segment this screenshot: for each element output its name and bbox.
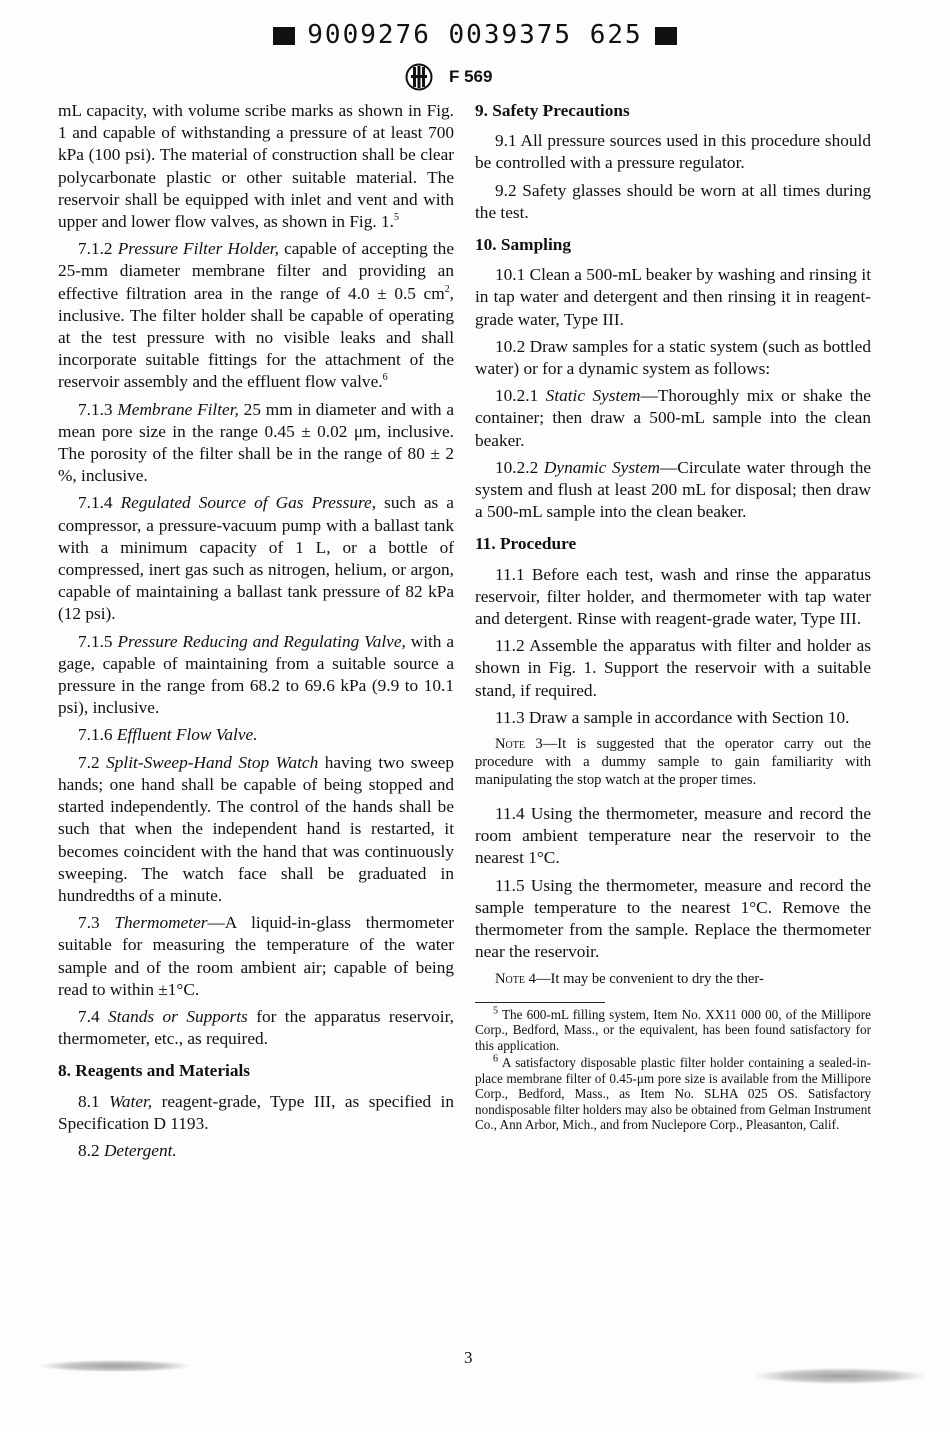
heading-section-10: 10. Sampling — [475, 235, 572, 255]
note-3: Note 3—It is suggested that the operator carry out the procedure with a dummy sample to gain familiarity with manipulating the stop watch at the proper times. — [475, 736, 871, 789]
section-10-1: 10.1 Clean a 500-mL beaker by washing and rinsing it in tap water and detergent and then rinsing it in reagent-grade water, Type III. — [475, 265, 871, 329]
right-column — [475, 100, 871, 1135]
section-10-2-2: 10.2.2 Dynamic System—Circulate water through the system and flush at least 200 mL for disposal; then draw a 500-mL sample into the clean beaker. — [475, 457, 872, 522]
astm-logo-icon — [405, 62, 433, 92]
section-10-2-1: 10.2.1 Static System—Thoroughly mix or shake the container; then draw a 500-mL sample into the clean beaker. — [475, 386, 871, 450]
section-7-1-5: 7.1.5 Pressure Reducing and Regulating Valve, with a gage, capable of maintaining from a suitable source a pressure in the range from 68.2 to 69.6 kPa (9.9 to 10.1 psi), inclusive. — [58, 631, 454, 718]
section-8-2: 8.2 Detergent. — [78, 1140, 177, 1160]
section-7-1-3: 7.1.3 Membrane Filter, 25 mm in diameter and with a mean pore size in the range 0.45 ± 0.02 μm, inclusive. The porosity of the filter shall be in the range of 80 ± 2 %, inclusive. — [58, 399, 454, 486]
scan-smudge-left — [40, 1360, 190, 1372]
section-11-4: 11.4 Using the thermometer, measure and record the room ambient temperature near the reservoir to the nearest 1°C. — [475, 804, 871, 868]
document-designation — [405, 62, 492, 92]
footnote-ref-6: 6 — [382, 372, 388, 384]
header-barcode — [0, 20, 950, 50]
section-7-1-2: 7.1.2 Pressure Filter Holder, capable of accepting the 25-mm diameter membrane filter and providing an effective filtration area in the range of 4.0 ± 0.5 $cm^2$, inclusive. The filter holder shall be capable of operating at the test pressure with no visible leaks and shall incorporate suitable fittings for the attachment of the reservoir assembly and the effluent flow valve.$^6$ — [58, 239, 454, 392]
section-11-1: 11.1 Before each test, wash and rinse the apparatus reservoir, filter holder, and thermometer with tap water and detergent. Rinse with reagent-grade water, Type III. — [475, 564, 871, 629]
heading-section-9: 9. Safety Precautions — [475, 101, 630, 120]
section-10-2: 10.2 Draw samples for a static system (such as bottled water) or for a dynamic system as follows: — [475, 336, 871, 379]
section-7-2: 7.2 Split-Sweep-Hand Stop Watch having two sweep hands; one hand shall be capable of being stopped and started independently. The control of the hands shall be such that when the independent hand is restarted, it becomes coincident with the hand that was continuously sweeping. The watch face shall be graduated in hundredths of a minute. — [58, 752, 454, 905]
left-column — [58, 100, 454, 1167]
section-8-1: 8.1 Water, reagent-grade, Type III, as specified in Specification D 1193. — [58, 1091, 454, 1133]
heading-section-8: 8. Reagents and Materials — [58, 1061, 250, 1081]
section-7-4: 7.4 Stands or Supports for the apparatus reservoir, thermometer, etc., as required. — [58, 1006, 454, 1049]
barcode-right-block — [655, 27, 677, 45]
section-7-1-4: 7.1.4 Regulated Source of Gas Pressure, such as a compressor, a pressure-vacuum pump with a ballast tank with a minimum capacity of 1 L, or a bottle of compressed, inert gas such as nitrogen, helium, or argon, capable of maintaining a ballast tank pressure of 82 kPa (12 psi). — [58, 493, 454, 624]
section-11-2: 11.2 Assemble the apparatus with filter and holder as shown in Fig. 1. Support the reservoir with a suitable stand, if required. — [475, 636, 871, 700]
note-4: Note 4—It may be convenient to dry the ther- — [495, 970, 764, 987]
section-9-1: 9.1 All pressure sources used in this procedure should be controlled with a pressure regulator. — [475, 131, 871, 173]
section-7-3: 7.3 Thermometer—A liquid-in-glass thermometer suitable for measuring the temperature of the water sample and of the room ambient air; capable of being read to within ±1°C. — [58, 913, 454, 999]
section-7-1-6: 7.1.6 Effluent Flow Valve. — [78, 725, 258, 745]
footnote-6: $^6$ A satisfactory disposable plastic filter holder containing a sealed-in-place membrane filter of 0.45-μm pore size is available from the Millipore Corp., Bedford, Mass., as Item No. SLHA 025 OS. Satisfactory nondisposable filter holders may also be obtained from Gelman Instrument Co., Ann Arbor, Mich., and from Nuclepore Corp., Pleasanton, Calif. — [475, 1053, 871, 1132]
section-11-3: 11.3 Draw a sample in accordance with Section 10. — [495, 707, 850, 727]
footnote-ref-5: 5 — [393, 212, 399, 224]
footnote-divider — [475, 1002, 605, 1003]
page-number: 3 — [464, 1348, 473, 1367]
paragraph-reservoir-continued: mL capacity, with volume scribe marks as shown in Fig. 1 and capable of withstanding a pressure of at least 700 kPa (100 psi). The material of construction shall be clear polycarbonate plastic or other suitable material. The reservoir shall be equipped with inlet and vent and with upper and lower flow valves, as shown in Fig. 1.$^5$ — [58, 101, 454, 232]
barcode-left-block — [273, 27, 295, 45]
scan-smudge-right — [755, 1368, 925, 1384]
section-11-5: 11.5 Using the thermometer, measure and record the sample temperature to the nearest 1°C. Remove the thermometer from the sample. Replace the thermometer near the reservoir. — [475, 875, 871, 962]
footnote-5: $^5$ The 600-mL filling system, Item No. XX11 000 00, of the Millipore Corp., Bedford, Mass., or the equivalent, has been found satisfactory for this application. — [475, 1005, 871, 1053]
heading-section-11: 11. Procedure — [475, 534, 577, 554]
barcode-text: 9009276 0039375 625 — [307, 20, 643, 50]
designation-code: F 569 — [449, 67, 493, 86]
section-9-2: 9.2 Safety glasses should be worn at all times during the test. — [475, 180, 871, 222]
